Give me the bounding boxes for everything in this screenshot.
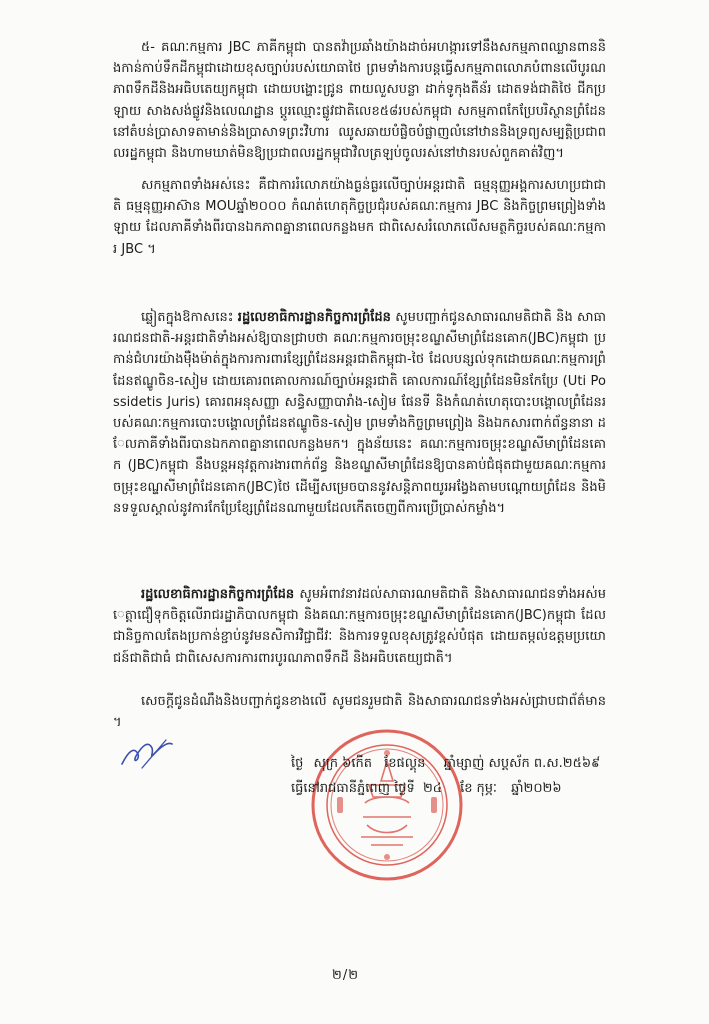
paragraph-bold-org-name: រដ្ឋលេខាធិការដ្ឋានកិច្ចការព្រំដែន	[141, 587, 295, 602]
signature-mark	[118, 734, 176, 774]
paragraph-text: សកម្មភាពទាំងអស់នេះ គឺជាការរំលោភយ៉ាងធ្ងន់ធ្ងរលើច្បាប់អន្តរជាតិ ធម្មនុញ្ញអង្គការសហប្រជាជាតិ ធម្មនុញ្ញអាស៊ាន MOUឆ្នាំ២០០០ កំណត់ហេតុកិច្ចប្រជុំរបស់គណៈកម្មការ JBC និងកិច្ចព្រមព្រៀងទាំងឡាយ ដែលភាគីទាំងពីរបានឯកភាពគ្នានាពេលកន្លងមក ជាពិសេសរំលោភលើសមត្ថកិច្ចរបស់គណៈកម្មការ JBC ។	[113, 178, 606, 257]
page-number: ២/២	[332, 968, 360, 983]
paragraph-appeal	[113, 584, 606, 669]
paragraph-text: ៥- គណៈកម្មការ JBC ភាគីកម្ពុជា បានតវ៉ាប្រឆាំងយ៉ាងដាច់អហង្ការទៅនឹងសកម្មភាពឈ្លានពាននិងកាន់កាប់ទឹកដីកម្ពុជាដោយខុសច្បាប់របស់យោធាថៃ ព្រមទាំងការបន្តធ្វើសកម្មភាពលោភបំពានលើបូរណភាពទឹកដីនិងអធិបតេយ្យកម្ពុជា ដោយបង្ហោះជ្រូន ពាយលួសបន្លា ដាក់ទូកុងតឺន័រ ដោតទង់ជាតិថៃ ជីកប្រឡាយ សាងសង់ផ្លូវនិងលេណដ្ឋាន ប្តូរឈ្មោះផ្លូវជាតិលេខ៥៨របស់កម្ពុជា សកម្មភាពកែប្រែបរិស្ថានព្រំដែននៅតំបន់ប្រាសាទតាមាន់និងប្រាសាទព្រះវិហារ ឈូសឆាយបំផ្លិចបំផ្លាញលំនៅឋាននិងទ្រព្យសម្បត្តិប្រជាពលរដ្ឋកម្ពុជា និងហាមឃាត់មិនឱ្យប្រជាពលរដ្ឋកម្ពុជាវិលត្រឡប់ចូលរស់នៅឋានរបស់ពួកគាត់វិញ។	[113, 40, 606, 162]
gregorian-date-day: ២៤	[422, 781, 442, 796]
paragraph-violations-statement	[113, 175, 606, 260]
gregorian-date-year: ឆ្នាំ២០២៦	[511, 781, 562, 796]
paragraph-text: ឆ្លៀតក្នុងឱកាសនេះ	[141, 310, 238, 325]
gregorian-date-month: កុម្ភៈ	[476, 781, 497, 796]
gregorian-date-month-label: ខែ	[460, 781, 473, 796]
lunar-date-month: ផល្គុន	[396, 756, 426, 771]
date-block	[291, 751, 600, 801]
lunar-date-day: សុក្រ ៦កើត	[313, 756, 372, 771]
paragraph-text-continued: សូមបញ្ជាក់ជូនសាធារណមតិជាតិ និង សាធារណជនជាតិ-អន្តរជាតិទាំងអស់ឱ្យបានជ្រាបថា គណៈកម្មការចម្រុះខណ្ឌសីមាព្រំដែនគោក(JBC)កម្ពុជា ប្រកាន់ជំហរយ៉ាងម៉ឺងម៉ាត់ក្នុងការការពារខ្សែព្រំដែនអន្តរជាតិកម្ពុជា-ថៃ ដែលបន្សល់ទុកដោយគណៈកម្មការព្រំដែនឥណ្ឌូចិន-សៀម ដោយគោរពគោលការណ៍ច្បាប់អន្តរជាតិ គោលការណ៍ខ្សែព្រំដែនមិនកែប្រែ (Uti Possidetis Juris) គោរពអនុសញ្ញា សន្ធិសញ្ញាបារាំង-សៀម ផែនទី និងកំណត់ហេតុបោះបង្គោលព្រំដែនរបស់គណៈកម្មការបោះបង្គោលព្រំដែនឥណ្ឌូចិន-សៀម ព្រមទាំងកិច្ចព្រមព្រៀង និងឯកសារពាក់ព័ន្ធនានា ដែលភាគីទាំងពីរបានឯកភាពគ្នានាពេលកន្លងមក។ ក្នុងន័យនេះ គណៈកម្មការចម្រុះខណ្ឌសីមាព្រំដែនគោក (JBC)កម្ពុជា នឹងបន្តអនុវត្តការងារពាក់ព័ន្ធ និងខណ្ឌសីមាព្រំដែនឱ្យបានគាប់ជំផុតជាមួយគណៈកម្មការចម្រុះខណ្ឌសីមាព្រំដែនគោក(JBC)ថៃ ដើម្បីសម្រេចបាននូវសន្តិភាពយូរអង្វែងតាមបណ្តោយព្រំដែន និងមិនទទួលស្គាល់នូវការកែប្រែខ្សែព្រំដែនណាមួយដែលកើតចេញពីការប្រើប្រាស់កម្លាំង។	[113, 310, 606, 516]
lunar-date-prefix: ថ្ងៃ	[291, 756, 304, 771]
gregorian-date-line	[291, 776, 600, 801]
paragraph-5-occupation-protest	[113, 37, 606, 164]
lunar-date-year: ឆ្នាំម្សាញ់ សប្តស័ក ព.ស.២៥៦៩	[443, 756, 601, 771]
paragraph-border-position	[113, 307, 606, 519]
gregorian-date-prefix: ធ្វើនៅរាជធានីភ្នំពេញ ថ្ងៃទី	[291, 781, 415, 796]
official-seal-stamp	[307, 725, 467, 885]
paragraph-text: សេចក្តីជូនដំណឹងនិងបញ្ជាក់ជូនខាងលើ សូមជនរួមជាតិ និងសាធារណជនទាំងអស់ជ្រាបជាព័ត៌មាន។	[113, 694, 606, 731]
lunar-date-line	[291, 751, 600, 776]
paragraph-text-continued: សូមអំពាវនាវដល់សាធារណមតិជាតិ និងសាធារណជនទាំងអស់មេត្តាជឿទុកចិត្តលើរាជរដ្ឋាភិបាលកម្ពុជា និងគណៈកម្មការចម្រុះខណ្ឌសីមាព្រំដែនគោក(JBC)កម្ពុជា ដែលជានិច្ចកាលតែងប្រកាន់ខ្ជាប់នូវមនសិការវិជ្ជាជីវៈ និងការទទួលខុសត្រូវខ្ពស់បំផុត ដោយតម្កល់ឧត្តមប្រយោជន៍ជាតិជាធំ ជាពិសេសការការពារបូរណភាពទឹកដី និងអធិបតេយ្យជាតិ។	[113, 587, 606, 666]
paragraph-bold-org-name: រដ្ឋលេខាធិការដ្ឋានកិច្ចការព្រំដែន	[237, 310, 391, 325]
lunar-date-month-label: ខែ	[384, 756, 397, 771]
